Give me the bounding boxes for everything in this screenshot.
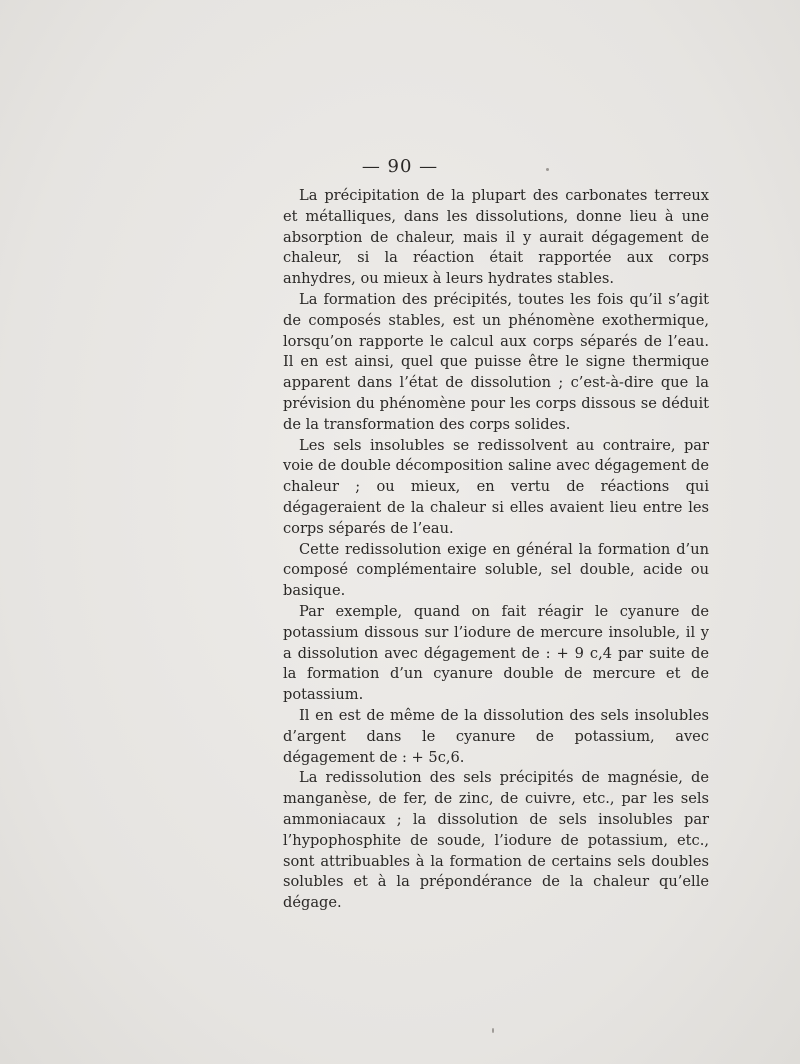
body-text	[283, 186, 709, 914]
paper-speck	[492, 1028, 494, 1033]
paragraph-magnesie: La redissolution des sels précipités de magnésie, de manganèse, de fer, de zinc, de cuivre, etc., par les sels ammoniacaux ; la dissolution de sels insolubles par l’hypophosphite de soude, l’iodure de potassium, etc., sont attribuables à la formation de certains sels doubles solubles et à la prépondérance de la chaleur qu’elle dégage.	[283, 769, 709, 912]
paragraph-sels-insolubles: Les sels insolubles se redissolvent au contraire, par voie de double décomposition saline avec dégagement de chaleur ; ou mieux, en vertu de réactions qui dégageraient de la chaleur si elles avaient lieu entre les corps séparés de l’eau.	[283, 436, 709, 537]
paper-speck	[546, 168, 549, 171]
paragraph-exemple-cyanure: Par exemple, quand on fait réagir le cyanure de potassium dissous sur l’iodure de mercure insoluble, il y a dissolution avec dégagement de : + 9 c,4 par suite de la formation d’un cyanure double de mercure et de potassium.	[283, 602, 709, 704]
paragraph-sels-argent: Il en est de même de la dissolution des sels insolubles d’argent dans le cyanure de potassium, avec dégagement de : + 5c,6.	[283, 706, 709, 766]
paragraph-precipitation-carbonates: La précipitation de la plupart des carbonates terreux et métalliques, dans les dissolutions, donne lieu à une absorption de chaleur, mais il y aurait dégagement de chaleur, si la réaction était rapportée aux corps anhydres, ou mieux à leurs hydrates stables.	[283, 187, 709, 288]
page-number: — 90 —	[361, 156, 439, 177]
paragraph-formation-precipites: La formation des précipités, toutes les fois qu’il s’agit de composés stables, est un phénomène exothermique, lorsqu’on rapporte le calcul aux corps séparés de l’eau. Il en est ainsi, quel que puisse être le signe thermique apparent dans l’état de dissolution ; c’est-à-dire que la prévision du phénomène pour les corps dissous se déduit de la transformation des corps solides.	[283, 290, 709, 433]
paragraph-redissolution: Cette redissolution exige en général la formation d’un composé complémentaire soluble, sel double, acide ou basique.	[283, 540, 709, 600]
